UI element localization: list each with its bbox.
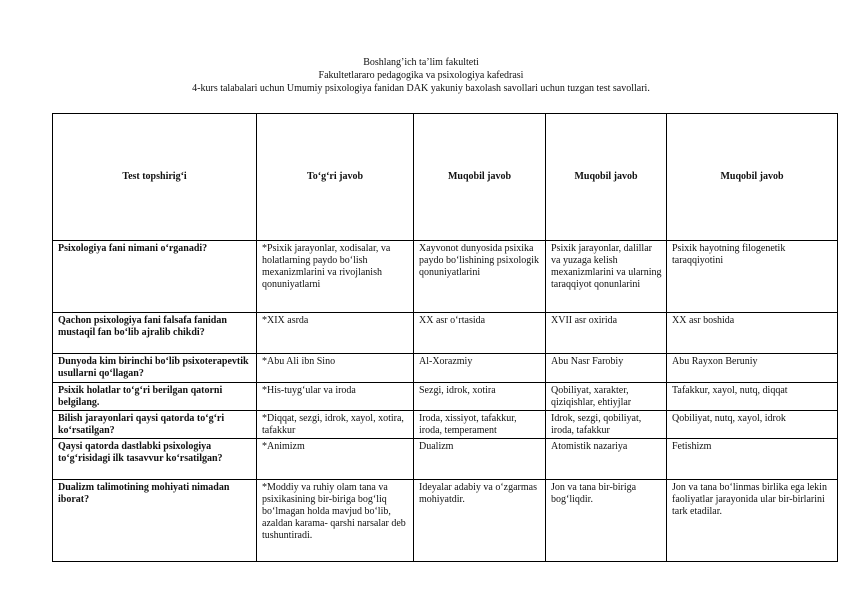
table-row: [53, 411, 838, 439]
alternative-answer-cell: XX asr boshida: [667, 313, 838, 354]
question-cell: Qachon psixologiya fani falsafa fanidan mustaqil fan bo‘lib ajralib chikdi?: [53, 313, 257, 354]
department-title: Fakultetlararo pedagogika va psixologiya kafedrasi: [318, 70, 524, 81]
table-header-row: [53, 114, 838, 241]
alternative-answer-cell: Ideyalar adabiy va o‘zgarmas mohiyatdir.: [414, 480, 546, 562]
alternative-answer-cell: Psixik jarayonlar, dalillar va yuzaga kelish mexanizmlarini va ularning taraqqiyot qonunlarini: [546, 241, 667, 313]
table-row: [53, 241, 838, 313]
faculty-title: Boshlang’ich ta’lim fakulteti: [363, 57, 479, 68]
table-row: [53, 480, 838, 562]
alternative-answer-cell: Qobiliyat, nutq, xayol, idrok: [667, 411, 838, 439]
question-cell: Qaysi qatorda dastlabki psixologiya to‘g‘risidagi ilk tasavvur ko‘rsatilgan?: [53, 439, 257, 480]
column-header-alternative-answer-3: Muqobil javob: [667, 114, 838, 241]
table-row: [53, 383, 838, 411]
alternative-answer-cell: Dualizm: [414, 439, 546, 480]
alternative-answer-cell: Jon va tana bo‘linmas birlika ega lekin faoliyatlar jarayonida ular bir-birlarini tark etadilar.: [667, 480, 838, 562]
column-header-alternative-answer-2: Muqobil javob: [546, 114, 667, 241]
alternative-answer-cell: Abu Nasr Farobiy: [546, 354, 667, 383]
document-title: 4-kurs talabalari uchun Umumiy psixologiya fanidan DAK yakuniy baxolash savollari uchun tuzgan test savollari.: [192, 83, 650, 94]
alternative-answer-cell: Fetishizm: [667, 439, 838, 480]
question-cell: Dualizm talimotining mohiyati nimadan iborat?: [53, 480, 257, 562]
alternative-answer-cell: Psixik hayotning filogenetik taraqqiyotini: [667, 241, 838, 313]
correct-answer-cell: *His-tuyg‘ular va iroda: [257, 383, 414, 411]
correct-answer-cell: *XIX asrda: [257, 313, 414, 354]
question-cell: Dunyoda kim birinchi bo‘lib psixoterapevtik usullarni qo‘llagan?: [53, 354, 257, 383]
alternative-answer-cell: XVII asr oxirida: [546, 313, 667, 354]
document-header: [0, 56, 842, 95]
correct-answer-cell: *Animizm: [257, 439, 414, 480]
question-cell: Bilish jarayonlari qaysi qatorda to‘g‘ri ko‘rsatilgan?: [53, 411, 257, 439]
correct-answer-cell: *Moddiy va ruhiy olam tana va psixikasining bir-biriga bog‘liq bo‘lmagan holda mavjud bo‘lib, azaldan karama- qarshi narsalar deb tushuntiradi.: [257, 480, 414, 562]
alternative-answer-cell: Atomistik nazariya: [546, 439, 667, 480]
alternative-answer-cell: Tafakkur, xayol, nutq, diqqat: [667, 383, 838, 411]
alternative-answer-cell: XX asr o‘rtasida: [414, 313, 546, 354]
alternative-answer-cell: Sezgi, idrok, xotira: [414, 383, 546, 411]
question-cell: Psixologiya fani nimani o‘rganadi?: [53, 241, 257, 313]
alternative-answer-cell: Jon va tana bir-biriga bog‘liqdir.: [546, 480, 667, 562]
question-cell: Psixik holatlar to‘g‘ri berilgan qatorni belgilang.: [53, 383, 257, 411]
alternative-answer-cell: Abu Rayxon Beruniy: [667, 354, 838, 383]
test-questions-table: [52, 113, 838, 562]
alternative-answer-cell: Idrok, sezgi, qobiliyat, iroda, tafakkur: [546, 411, 667, 439]
table-row: [53, 439, 838, 480]
column-header-task: Test topshirig‘i: [53, 114, 257, 241]
column-header-alternative-answer-1: Muqobil javob: [414, 114, 546, 241]
table-row: [53, 313, 838, 354]
alternative-answer-cell: Al-Xorazmiy: [414, 354, 546, 383]
alternative-answer-cell: Qobiliyat, xarakter, qiziqishlar, ehtiyjlar: [546, 383, 667, 411]
correct-answer-cell: *Diqqat, sezgi, idrok, xayol, xotira, tafakkur: [257, 411, 414, 439]
correct-answer-cell: *Psixik jarayonlar, xodisalar, va holatlarning paydo bo‘lish mexanizmlarini va rivojlanish qonuniyatlarni: [257, 241, 414, 313]
alternative-answer-cell: Iroda, xissiyot, tafakkur, iroda, temperament: [414, 411, 546, 439]
table-row: [53, 354, 838, 383]
correct-answer-cell: *Abu Ali ibn Sino: [257, 354, 414, 383]
column-header-correct-answer: To‘g‘ri javob: [257, 114, 414, 241]
alternative-answer-cell: Xayvonot dunyosida psixika paydo bo‘lishining psixologik qonuniyatlarini: [414, 241, 546, 313]
